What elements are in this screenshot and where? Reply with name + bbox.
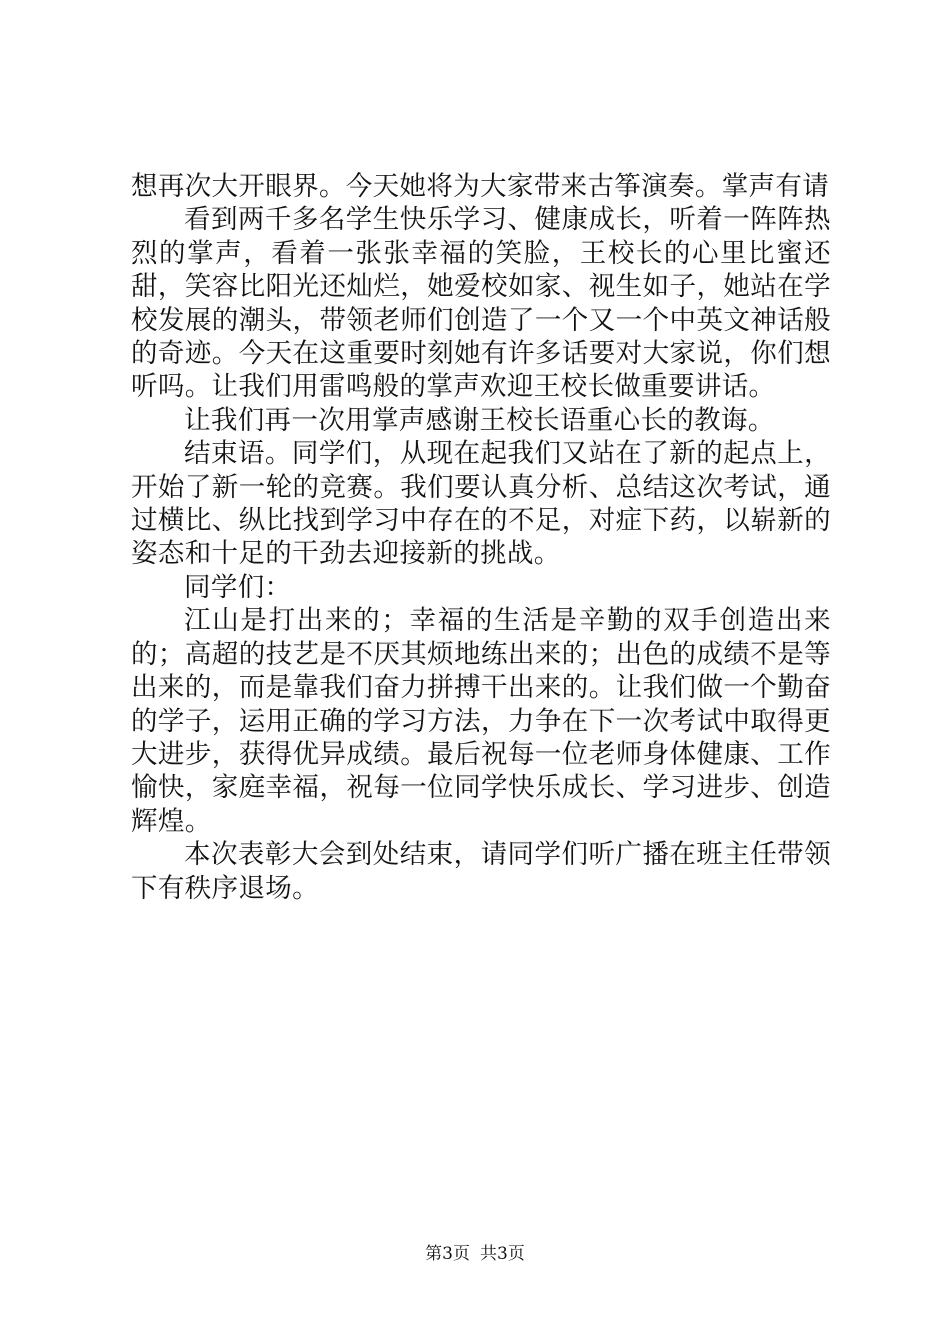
page-number-current: 第3页 — [425, 1244, 470, 1264]
paragraph-5: 同学们： — [184, 571, 292, 603]
paragraph-3: 让我们再一次用掌声感谢王校长语重心长的教诲。 — [184, 404, 775, 436]
paragraph-4: 结束语。同学们，从现在起我们又站在了新的起点上，开始了新一轮的竞赛。我们要认真分析、总结这次考试，通过横比、纵比找到学习中存在的不足，对症下药，以崭新的姿态和十足的干劲去迎接新的挑战。 — [131, 438, 831, 570]
document-body — [131, 170, 831, 905]
paragraph-7: 本次表彰大会到处结束，请同学们听广播在班主任带领下有秩序退场。 — [131, 839, 831, 904]
paragraph-1: 想再次大开眼界。今天她将为大家带来古筝演奏。掌声有请 — [131, 171, 830, 202]
paragraph-2: 看到两千多名学生快乐学习、健康成长，听着一阵阵热烈的掌声，看着一张张幸福的笑脸，王校长的心里比蜜还甜，笑容比阳光还灿烂，她爱校如家、视生如子，她站在学校发展的潮头，带领老师们创造了一个又一个中英文神话般的奇迹。今天在这重要时刻她有许多话要对大家说，你们想听吗。让我们用雷鸣般的掌声欢迎王校长做重要讲话。 — [131, 204, 831, 403]
paragraph-6: 江山是打出来的；幸福的生活是辛勤的双手创造出来的；高超的技艺是不厌其烦地练出来的；出色的成绩不是等出来的，而是靠我们奋力拼搏干出来的。让我们做一个勤奋的学子，运用正确的学习方法，力争在下一次考试中取得更大进步，获得优异成绩。最后祝每一位老师身体健康、工作愉快，家庭幸福，祝每一位同学快乐成长、学习进步、创造辉煌。 — [131, 605, 831, 837]
page-number-total: 共3页 — [480, 1244, 525, 1264]
page-footer — [0, 1243, 950, 1265]
